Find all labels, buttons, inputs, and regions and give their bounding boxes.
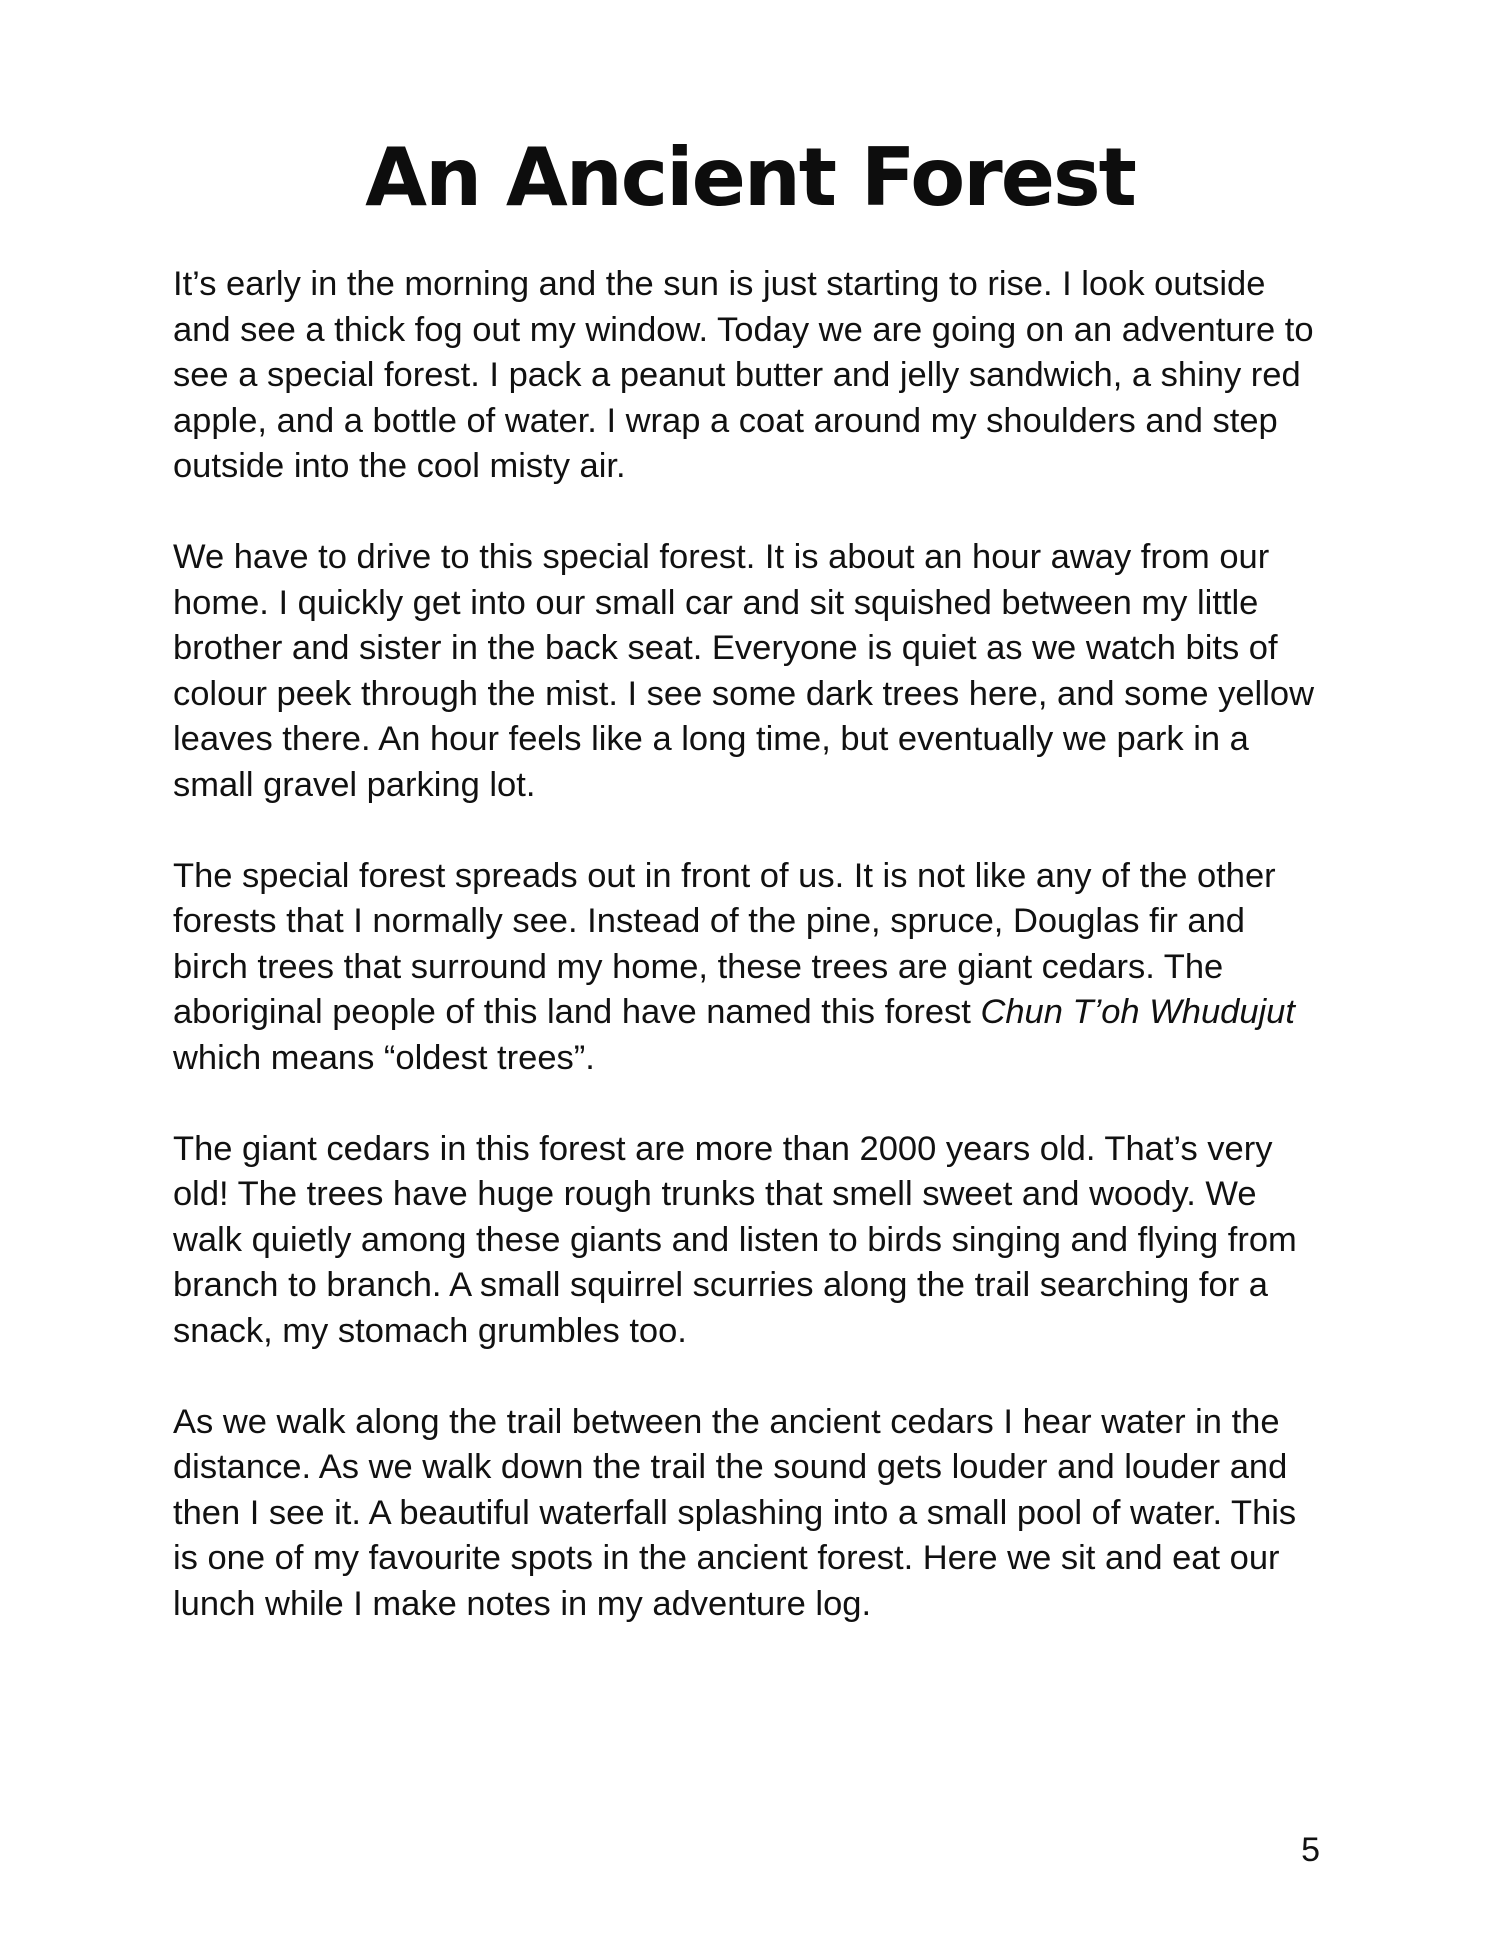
forest-name: Chun T’oh Whudujut	[980, 993, 1295, 1031]
text-line: branch to branch. A small squirrel scurries along the trail searching for a	[173, 1266, 1268, 1304]
page-title: An Ancient Forest	[365, 131, 1135, 224]
page-number: 5	[1301, 1831, 1320, 1869]
story-body	[173, 262, 1353, 1673]
text-line: then I see it. A beautiful waterfall splashing into a small pool of water. This	[173, 1493, 1297, 1532]
text-line: lunch while I make notes in my adventure log.	[173, 1584, 872, 1623]
text-line: leaves there. An hour feels like a long time, but eventually we park in a	[173, 720, 1249, 758]
text-line: The giant cedars in this forest are more than 2000 years old. That’s very	[173, 1129, 1273, 1168]
text-segment: aboriginal people of this land have named this forest	[173, 993, 981, 1031]
text-line-with-forest-name	[173, 990, 1353, 1036]
text-line: snack, my stomach grumbles too.	[173, 1311, 687, 1350]
text-line: see a special forest. I pack a peanut butter and jelly sandwich, a shiny red	[173, 356, 1301, 394]
text-line: The special forest spreads out in front of us. It is not like any of the other	[173, 856, 1276, 895]
text-line: apple, and a bottle of water. I wrap a coat around my shoulders and step	[173, 401, 1278, 440]
text-line: As we walk along the trail between the ancient cedars I hear water in the	[173, 1402, 1280, 1441]
paragraph-3	[173, 854, 1353, 1082]
text-line: small gravel parking lot.	[173, 765, 536, 804]
text-line: It’s early in the morning and the sun is just starting to rise. I look outside	[173, 265, 1266, 303]
text-line: home. I quickly get into our small car and sit squished between my little	[173, 583, 1259, 622]
text-line: colour peek through the mist. I see some dark trees here, and some yellow	[173, 674, 1314, 713]
text-line: outside into the cool misty air.	[173, 447, 626, 485]
text-line: distance. As we walk down the trail the sound gets louder and louder and	[173, 1448, 1288, 1486]
paragraph-1	[173, 262, 1353, 490]
text-line: birch trees that surround my home, these trees are giant cedars. The	[173, 947, 1224, 986]
text-line: brother and sister in the back seat. Everyone is quiet as we watch bits of	[173, 629, 1278, 667]
text-line: walk quietly among these giants and listen to birds singing and flying from	[173, 1220, 1297, 1259]
paragraph-4	[173, 1127, 1353, 1355]
text-line: We have to drive to this special forest. It is about an hour away from our	[173, 538, 1270, 576]
text-line: forests that I normally see. Instead of the pine, spruce, Douglas fir and	[173, 902, 1245, 940]
paragraph-5	[173, 1400, 1353, 1628]
text-line: and see a thick fog out my window. Today we are going on an adventure to	[173, 310, 1314, 349]
text-line: is one of my favourite spots in the ancient forest. Here we sit and eat our	[173, 1539, 1280, 1577]
text-line: which means “oldest trees”.	[173, 1038, 595, 1077]
paragraph-2	[173, 535, 1353, 808]
text-line: old! The trees have huge rough trunks that smell sweet and woody. We	[173, 1175, 1257, 1213]
